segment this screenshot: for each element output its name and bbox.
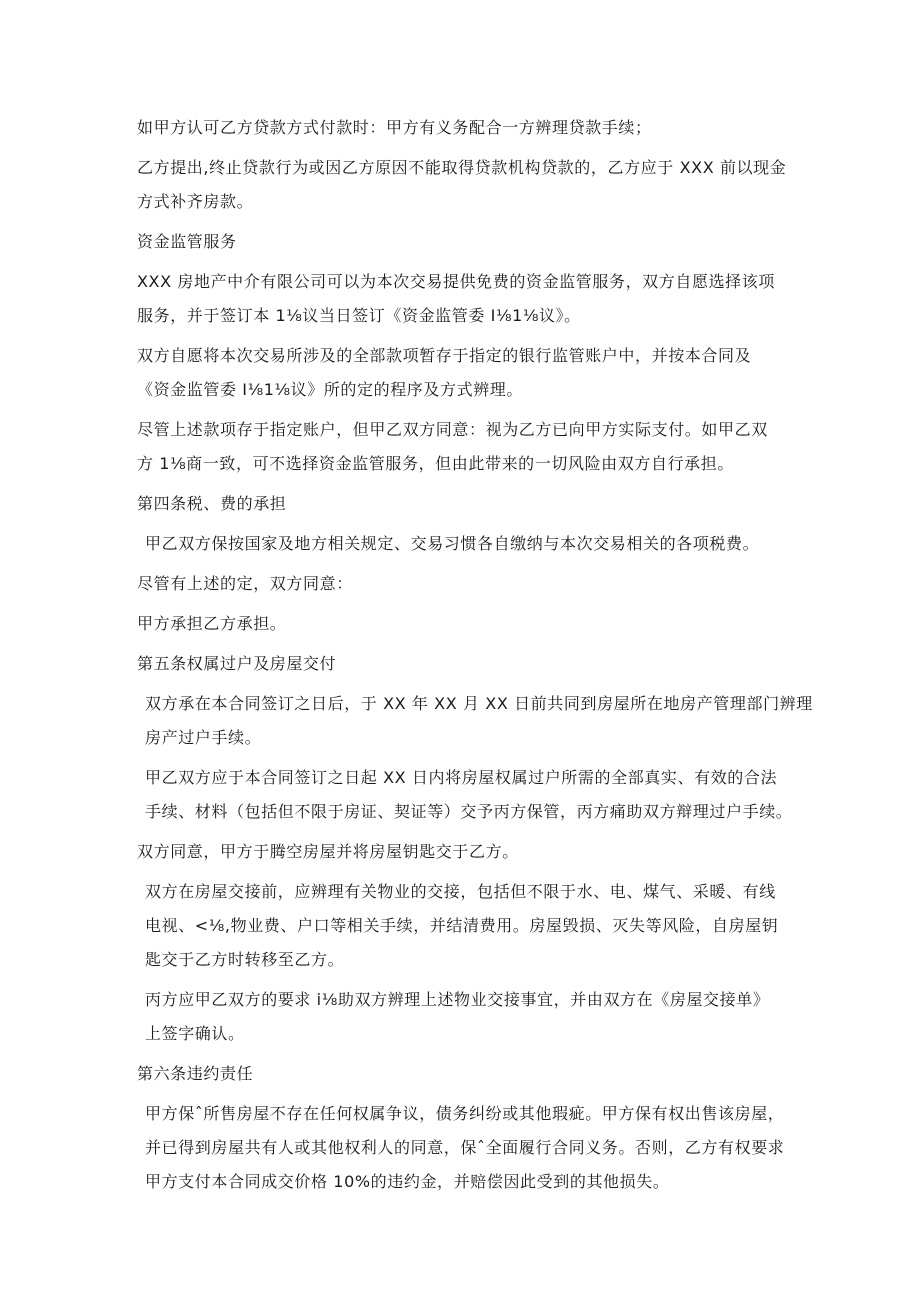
paragraph — [137, 111, 797, 145]
document-body — [137, 111, 813, 1205]
text-line: 甲方保ˆ所售房屋不存在任何权属争议，债务纠纷或其他瑕疵。甲方保有权出售该房屋， — [145, 1104, 785, 1123]
section-heading: 资金监管服务 — [137, 232, 237, 251]
text-line: 尽管上述款项存于指定账户，但甲乙双方同意：视为乙方已向甲方实际支付。如甲乙双 — [137, 420, 768, 439]
text-line: 如甲方认可乙方贷款方式付款时：甲方有义务配合一方辨理贷款手续； — [137, 118, 652, 137]
text-line: 甲乙双方应于本合同签订之日起 XX 日内将房屋权属过户所需的全部真实、有效的合法 — [145, 768, 778, 787]
text-line: 方 1⅛商一致，可不选择资金监管服务，但由此带来的一切风险由双方自行承担。 — [137, 454, 734, 473]
text-line: 并已得到房屋共有人或其他权利人的同意，保ˆ全面履行合同义务。否则，乙方有权要求 — [145, 1138, 785, 1157]
text-line: 服务，并于签订本 1⅛议当日签订《资金监管委 I⅛1⅛议》。 — [137, 306, 581, 325]
text-line: 双方承在本合同签订之日后，于 XX 年 XX 月 XX 日前共同到房屋所在地房产管理部门辨理 — [145, 694, 813, 713]
paragraph — [137, 607, 797, 641]
text-line: 匙交于乙方时转移至乙方。 — [145, 950, 345, 969]
section-heading: 第六条违约责任 — [137, 1064, 254, 1083]
text-line: 电视、<⅛,物业费、户口等相关手续，并结清费用。房屋毁损、灭失等风险，自房屋钥 — [145, 916, 779, 935]
paragraph — [137, 983, 797, 1051]
text-line: 双方同意，甲方于腾空房屋并将房屋钥匙交于乙方。 — [137, 842, 519, 861]
section-heading: 第五条权属过户及房屋交付 — [137, 654, 337, 673]
text-line: 方式补齐房款。 — [137, 192, 254, 211]
paragraph — [137, 761, 797, 829]
paragraph — [137, 567, 797, 601]
paragraph — [137, 265, 797, 333]
paragraph — [137, 339, 797, 407]
section-heading: 第四条税、费的承担 — [137, 494, 287, 513]
paragraph — [137, 875, 797, 977]
paragraph — [137, 835, 797, 869]
paragraph — [137, 1097, 797, 1199]
text-line: 双方在房屋交接前，应辨理有关物业的交接，包括但不限于水、电、煤气、采暖、有线 — [145, 882, 776, 901]
text-line: 尽管有上述的定，双方同意： — [137, 574, 353, 593]
paragraph — [137, 527, 797, 561]
text-line: 甲方承担乙方承担。 — [137, 614, 287, 633]
text-line: 房产过户手续。 — [145, 728, 262, 747]
paragraph — [137, 413, 797, 481]
text-line: 《资金监管委 I⅛1⅛议》所的定的程序及方式辨理。 — [137, 380, 524, 399]
text-line: 手续、材料（包括但不限于房证、契证等）交予丙方保管，丙方痛助双方辩理过户手续。 — [145, 802, 793, 821]
text-line: 甲方支付本合同成交价格 10%的违约金，并赔偿因此受到的其他损失。 — [145, 1172, 670, 1191]
text-line: 甲乙双方保按国家及地方相关规定、交易习惯各自缴纳与本次交易相关的各项税费。 — [145, 534, 760, 553]
text-line: 乙方提出,终止贷款行为或因乙方原因不能取得贷款机构贷款的，乙方应于 XXX 前以现金 — [137, 158, 787, 177]
text-line: 丙方应甲乙双方的要求 i⅛助双方辨理上述物业交接事宜，并由双方在《房屋交接单》 — [145, 990, 770, 1009]
text-line: XXX 房地产中介有限公司可以为本次交易提供免费的资金监管服务，双方自愿选择该项 — [137, 272, 775, 291]
text-line: 上签字确认。 — [145, 1024, 245, 1043]
paragraph — [137, 151, 797, 219]
text-line: 双方自愿将本次交易所涉及的全部款项暂存于指定的银行监管账户中，并按本合同及 — [137, 346, 752, 365]
paragraph — [137, 687, 813, 755]
